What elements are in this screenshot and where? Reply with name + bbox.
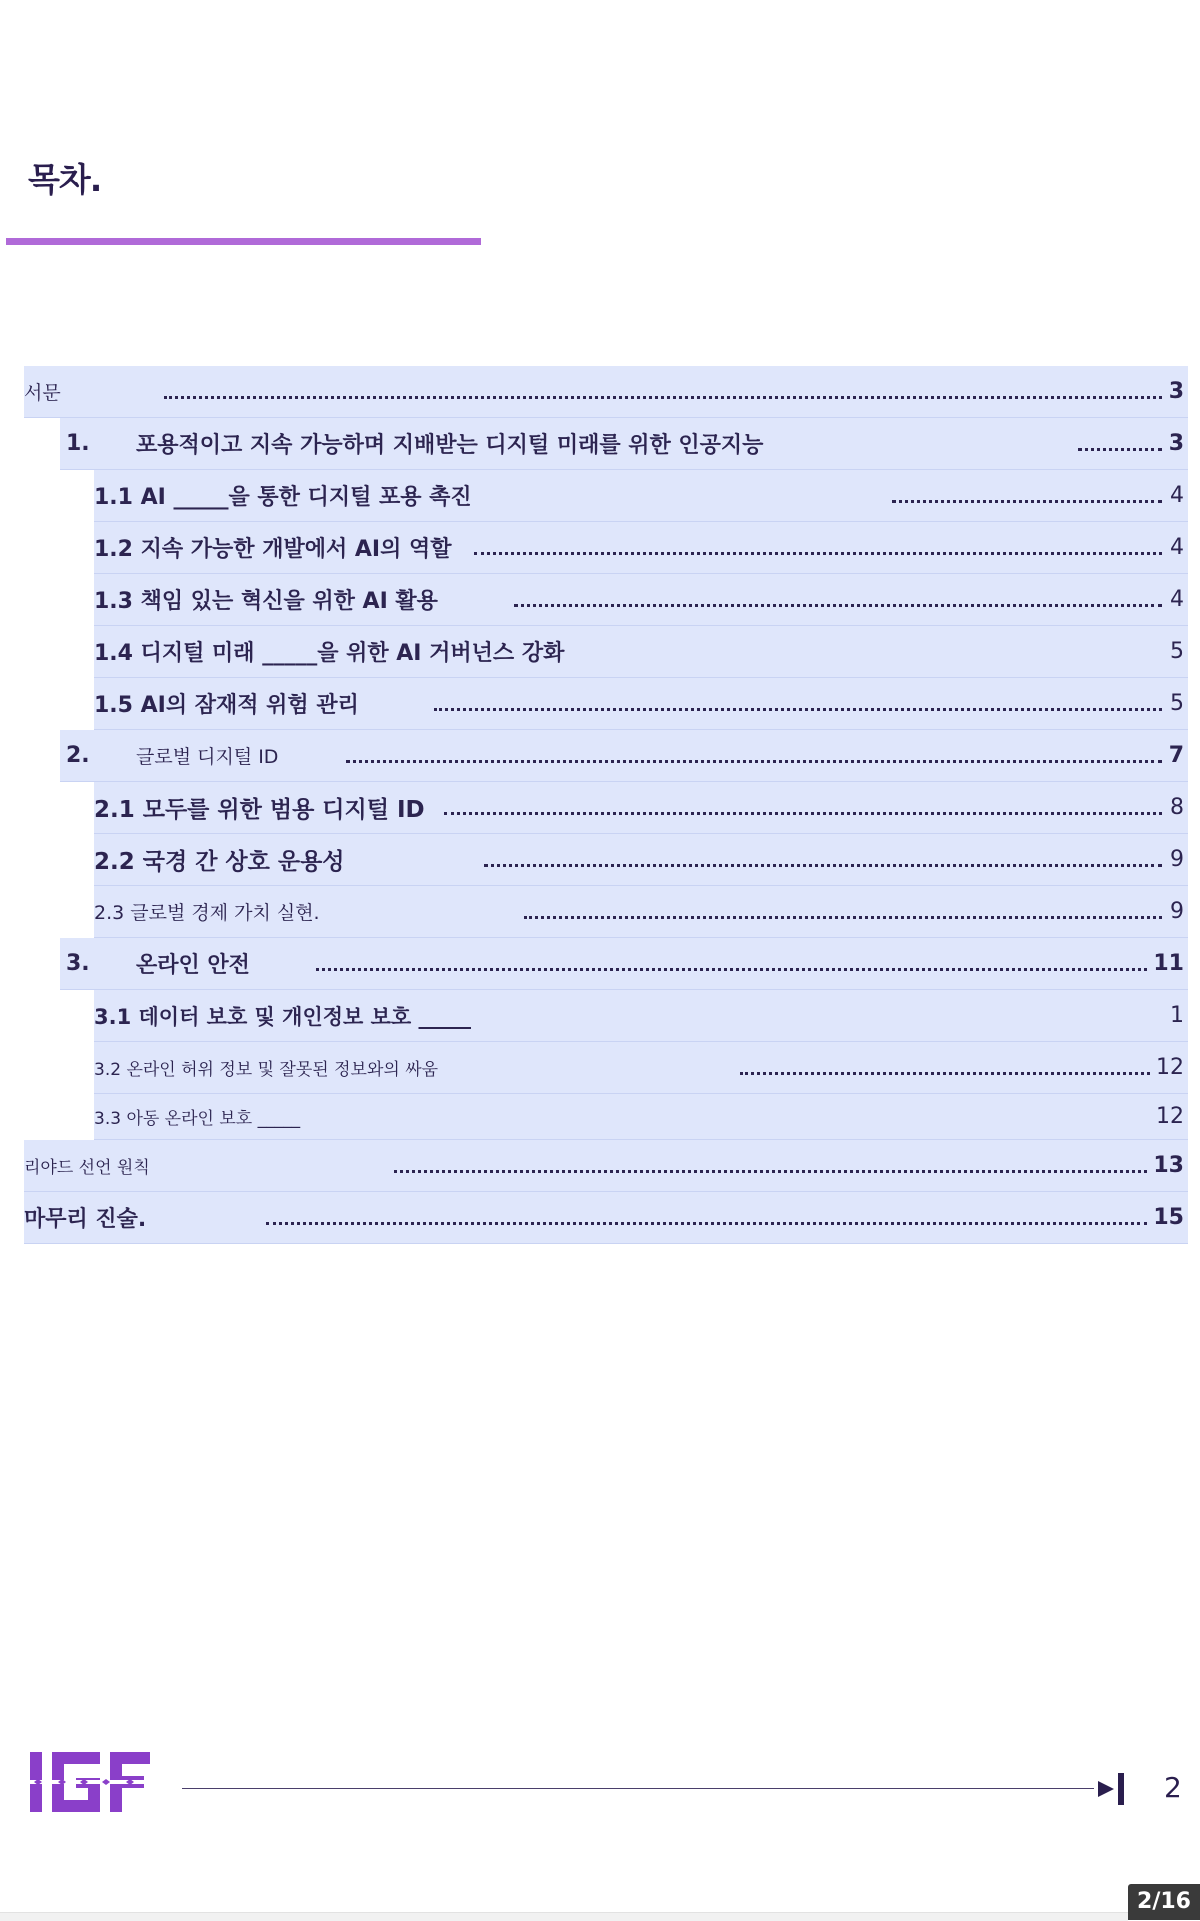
toc-row-label: 온라인 안전 — [136, 953, 250, 978]
toc-row-label: 리야드 선언 원칙 — [24, 1158, 150, 1178]
toc-row-page: 5 — [1170, 639, 1184, 664]
footer-rule — [182, 1788, 1094, 1789]
toc-row-leader — [514, 604, 1162, 607]
toc-row-label: 1.3 책임 있는 혁신을 위한 AI 활용 — [94, 589, 438, 614]
toc-row-page: 13 — [1153, 1153, 1184, 1178]
igf-logo — [30, 1752, 150, 1812]
footer-page-number: 2 — [1164, 1771, 1182, 1804]
toc-row-label: 1.5 AI의 잠재적 위험 관리 — [94, 693, 359, 718]
toc-row-page: 7 — [1168, 743, 1184, 768]
toc-row-1-4[interactable] — [94, 626, 1188, 678]
toc-row-riyadh-declaration[interactable] — [24, 1140, 1188, 1192]
toc-row-page: 12 — [1156, 1055, 1184, 1080]
toc-row-section-2[interactable] — [60, 730, 1188, 782]
toc-row-leader-short — [892, 500, 1162, 503]
toc-row-leader — [434, 708, 1162, 711]
toc-row-label: 2.2 국경 간 상호 운용성 — [94, 849, 345, 875]
toc-row-page: 9 — [1170, 899, 1184, 924]
toc-row-2-1[interactable] — [94, 782, 1188, 834]
toc-row-number: 2. — [66, 743, 90, 768]
toc-row-intro[interactable] — [24, 366, 1188, 418]
toc-row-1-5[interactable] — [94, 678, 1188, 730]
toc-row-label: 3.2 온라인 허위 정보 및 잘못된 정보와의 싸움 — [94, 1060, 439, 1080]
page-title: 목차. — [28, 160, 102, 199]
toc-row-2-3[interactable] — [94, 886, 1188, 938]
toc-row-page: 4 — [1170, 587, 1184, 612]
toc-row-number: 1. — [66, 431, 90, 456]
toc-row-leader — [316, 968, 1147, 971]
toc-row-page: 15 — [1153, 1205, 1184, 1230]
toc-row-leader — [346, 760, 1162, 763]
toc-row-label: 포용적이고 지속 가능하며 지배받는 디지털 미래를 위한 인공지능 — [136, 433, 764, 458]
toc-row-page: 1 — [1170, 1003, 1184, 1028]
igf-logo-graphic — [30, 1752, 150, 1812]
toc-row-label: 2.3 글로벌 경제 가치 실현. — [94, 902, 320, 924]
toc-row-label: 3.3 아동 온라인 보호 _____ — [94, 1109, 301, 1129]
toc-row-page: 9 — [1170, 847, 1184, 872]
toc-row-number: 3. — [66, 951, 90, 976]
toc-row-2-2[interactable] — [94, 834, 1188, 886]
toc-row-1-3[interactable] — [94, 574, 1188, 626]
toc-row-label: 1.2 지속 가능한 개발에서 AI의 역할 — [94, 537, 452, 562]
toc-row-3-2[interactable] — [94, 1042, 1188, 1094]
toc-row-label: 마무리 진술. — [24, 1207, 147, 1232]
toc-row-label: 글로벌 디지털 ID — [136, 746, 279, 768]
toc-row-page: 4 — [1170, 483, 1184, 508]
toc-row-1-2[interactable] — [94, 522, 1188, 574]
toc-row-page: 8 — [1170, 795, 1184, 820]
toc-row-leader — [394, 1170, 1147, 1173]
toc-row-leader — [740, 1072, 1150, 1075]
toc-row-page: 11 — [1153, 951, 1184, 976]
toc-row-label: 1.1 AI _____을 통한 디지털 포용 촉진 — [94, 485, 472, 510]
toc-row-closing-statement[interactable] — [24, 1192, 1188, 1244]
toc-row-page: 4 — [1170, 535, 1184, 560]
toc-row-page: 3 — [1168, 379, 1184, 404]
toc-row-label: 서문 — [24, 382, 61, 404]
toc-row-label: 3.1 데이터 보호 및 개인정보 보호 _____ — [94, 1004, 471, 1029]
toc-row-1-1[interactable] — [94, 470, 1188, 522]
toc-row-page: 5 — [1170, 691, 1184, 716]
toc-row-3-3[interactable] — [94, 1094, 1188, 1140]
toc-row-leader — [484, 864, 1162, 867]
toc-row-page: 3 — [1168, 431, 1184, 456]
toc-row-page: 12 — [1156, 1104, 1184, 1129]
toc-row-section-1[interactable] — [60, 418, 1188, 470]
toc-row-label: 1.4 디지털 미래 _____을 위한 AI 거버넌스 강화 — [94, 641, 565, 666]
toc-row-leader — [444, 812, 1162, 815]
viewer-page-counter: 2/16 — [1128, 1884, 1200, 1920]
skip-next-icon[interactable] — [1096, 1773, 1128, 1805]
toc-row-3-1[interactable] — [94, 990, 1188, 1042]
toc-row-section-3[interactable] — [60, 938, 1188, 990]
toc-row-leader — [474, 552, 1162, 555]
toc-row-leader-short — [1078, 448, 1162, 451]
toc-row-leader — [266, 1222, 1147, 1225]
toc-row-label: 2.1 모두를 위한 범용 디지털 ID — [94, 797, 425, 823]
toc-row-leader — [524, 916, 1162, 919]
toc-row-leader — [164, 396, 1162, 399]
